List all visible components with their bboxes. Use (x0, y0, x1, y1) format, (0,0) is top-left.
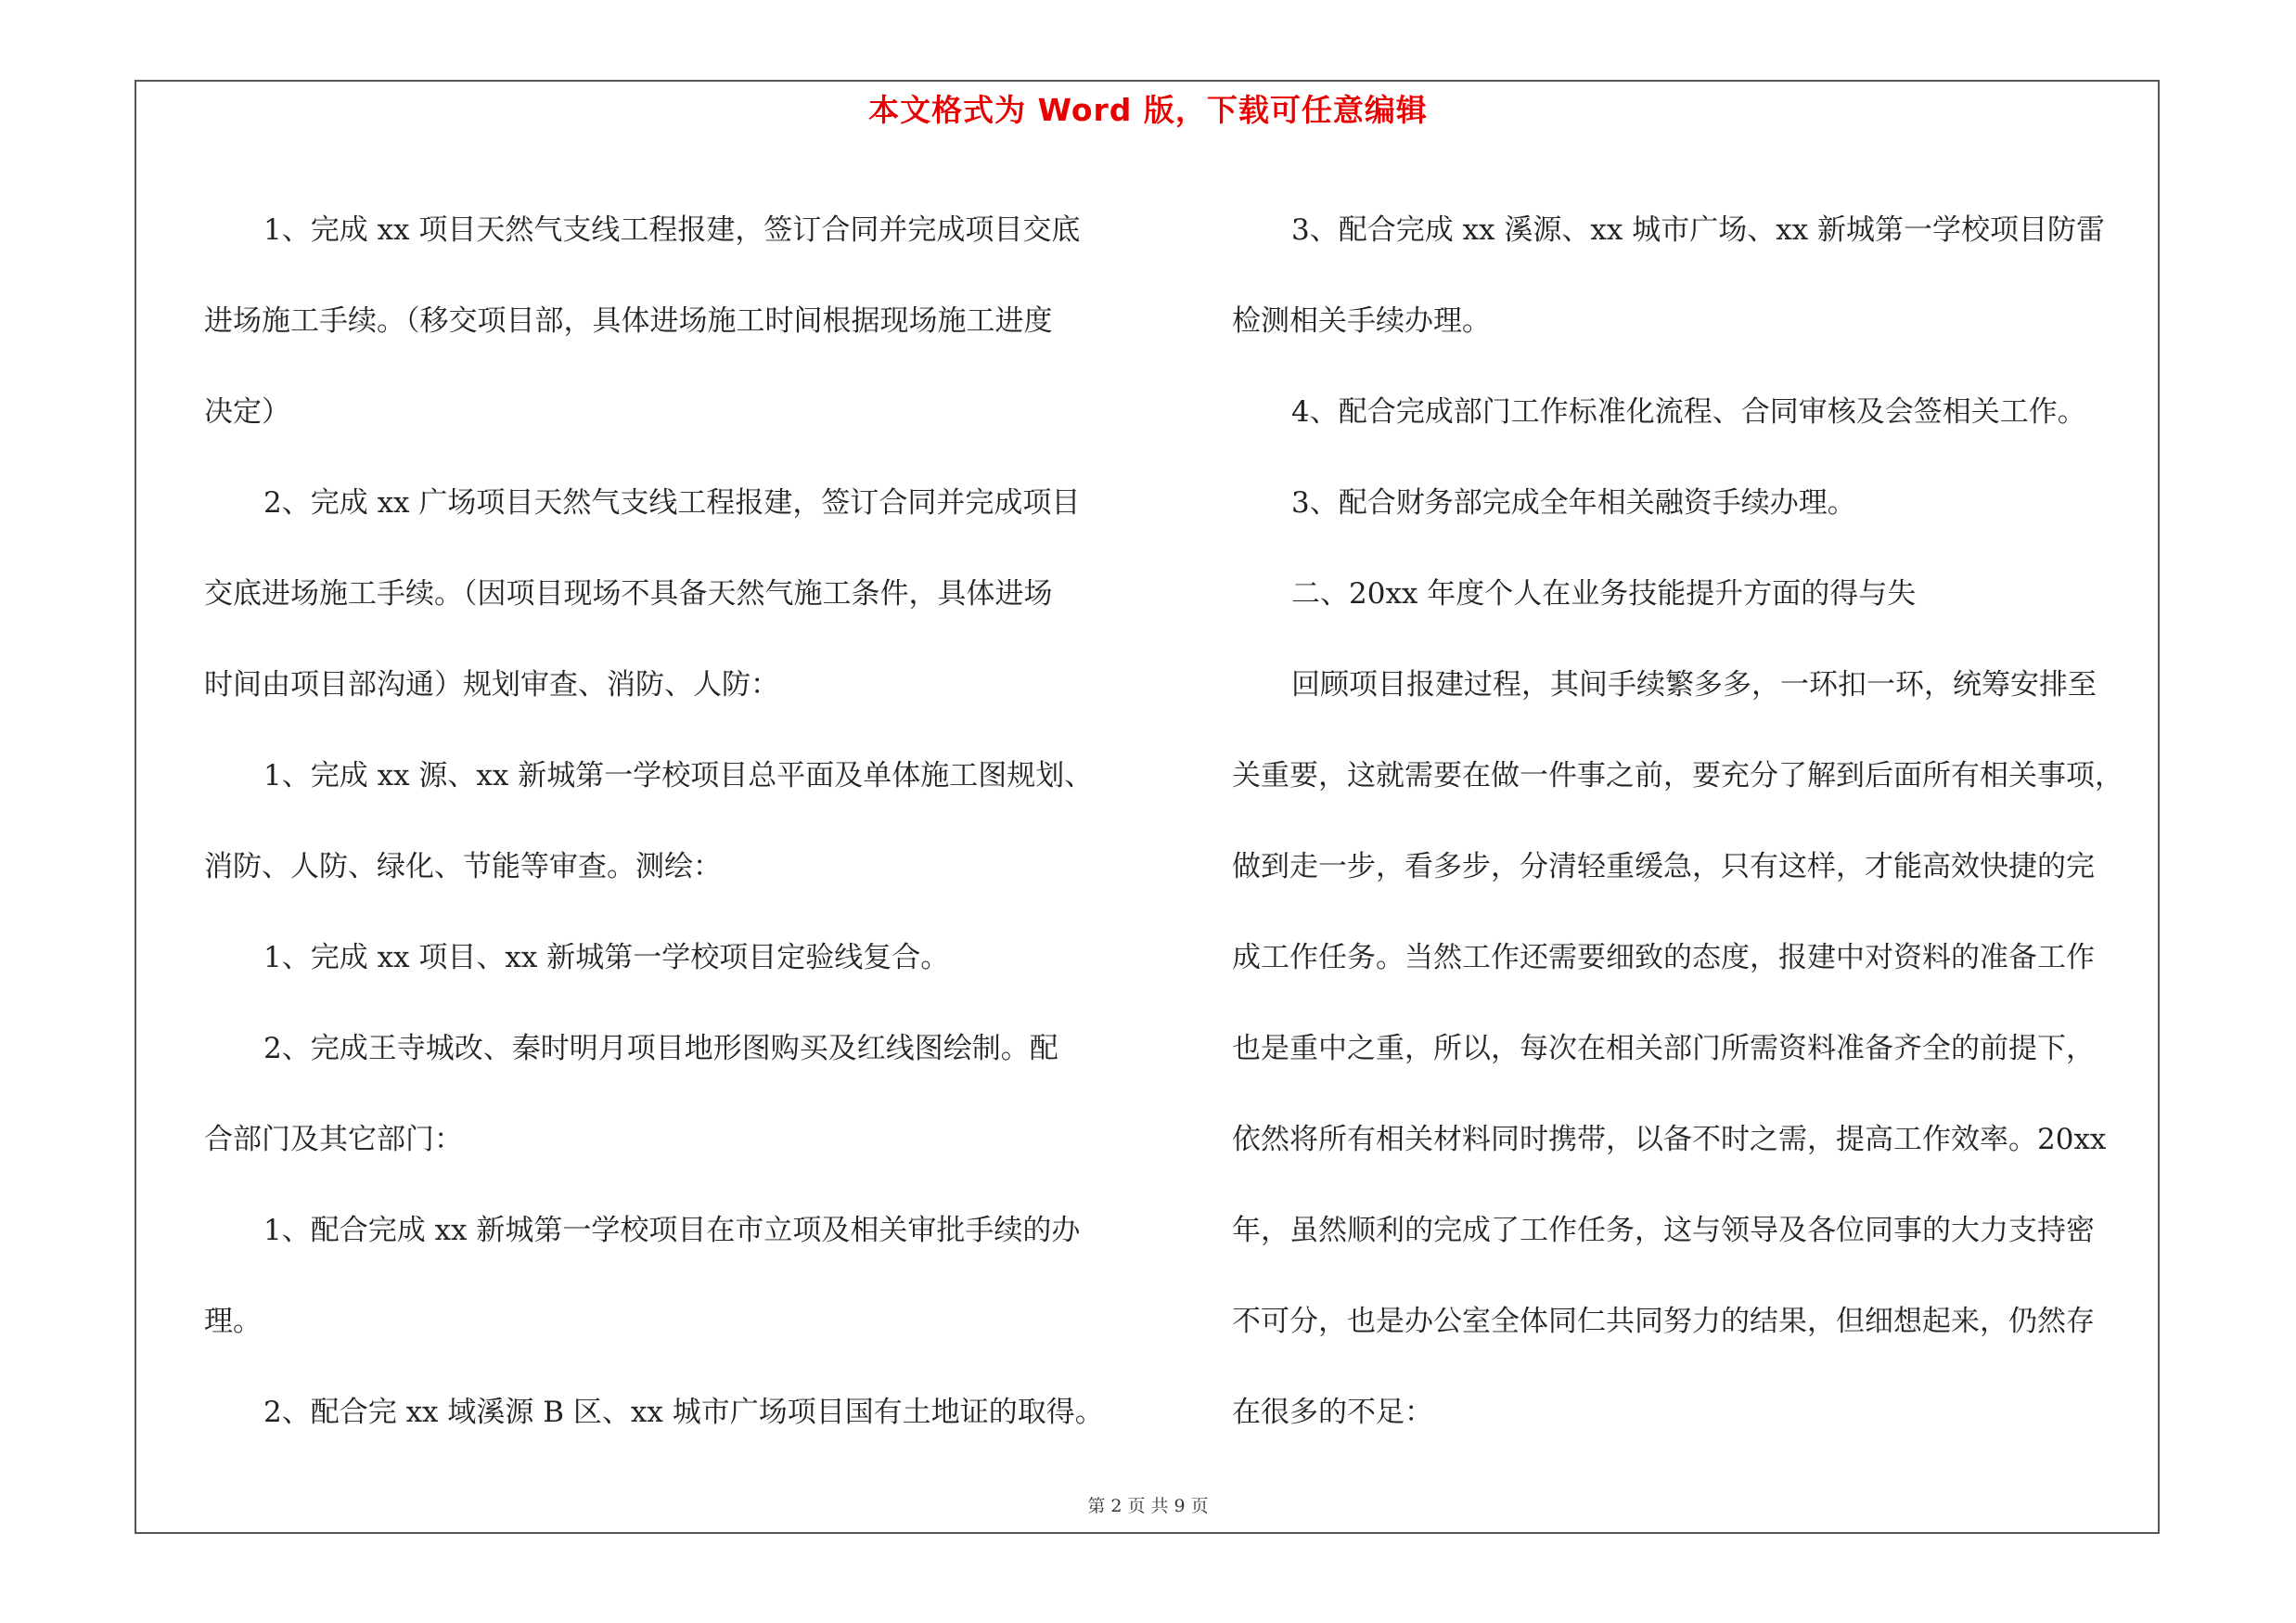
left-column (204, 185, 1150, 1458)
text-line: 依然将所有相关材料同时携带，以备不时之需，提高工作效率。20xx (1232, 1123, 2107, 1156)
text-line: 成工作任务。当然工作还需要细致的态度，报建中对资料的准备工作 (1232, 941, 2095, 974)
text-line: 消防、人防、绿化、节能等审查。测绘： (204, 850, 722, 883)
right-column (1232, 185, 2171, 1458)
text-line: 在很多的不足： (1232, 1396, 1433, 1429)
text-line: 1、完成 xx 源、xx 新城第一学校项目总平面及单体施工图规划、 (263, 759, 1094, 792)
text-line: 1、配合完成 xx 新城第一学校项目在市立项及相关审批手续的办 (263, 1214, 1081, 1247)
text-line: 关重要，这就需要在做一件事之前，要充分了解到后面所有相关事项， (1232, 759, 2123, 792)
text-line: 2、完成王寺城改、秦时明月项目地形图购买及红线图绘制。配 (263, 1032, 1058, 1065)
text-line: 决定） (204, 395, 290, 429)
text-line: 3、配合财务部完成全年相关融资手续办理。 (1291, 486, 1856, 520)
text-line: 3、配合完成 xx 溪源、xx 城市广场、xx 新城第一学校项目防雷 (1291, 213, 2106, 247)
text-line: 也是重中之重，所以，每次在相关部门所需资料准备齐全的前提下， (1232, 1032, 2095, 1065)
text-line: 检测相关手续办理。 (1232, 304, 1491, 338)
text-line: 理。 (204, 1305, 262, 1338)
text-line: 进场施工手续。（移交项目部，具体进场施工时间根据现场施工进度 (204, 304, 1053, 338)
text-line: 年，虽然顺利的完成了工作任务，这与领导及各位同事的大力支持密 (1232, 1214, 2095, 1247)
text-line: 交底进场施工手续。（因项目现场不具备天然气施工条件，具体进场 (204, 577, 1053, 611)
text-line: 2、完成 xx 广场项目天然气支线工程报建，签订合同并完成项目 (263, 486, 1081, 520)
text-line: 1、完成 xx 项目、xx 新城第一学校项目定验线复合。 (263, 941, 950, 974)
page-number: 第 2 页 共 9 页 (1087, 1496, 1209, 1516)
document-banner: 本文格式为 Word 版，下载可任意编辑 (868, 92, 1428, 128)
text-line: 1、完成 xx 项目天然气支线工程报建，签订合同并完成项目交底 (263, 213, 1081, 247)
text-line: 不可分，也是办公室全体同仁共同努力的结果，但细想起来，仍然存 (1232, 1305, 2095, 1338)
text-line: 合部门及其它部门： (204, 1123, 463, 1156)
text-line: 时间由项目部沟通）规划审查、消防、人防： (204, 668, 779, 702)
text-line: 做到走一步，看多步，分清轻重缓急，只有这样，才能高效快捷的完 (1232, 850, 2095, 883)
text-line: 回顾项目报建过程，其间手续繁多多，一环扣一环，统筹安排至 (1291, 668, 2097, 702)
text-line: 4、配合完成部门工作标准化流程、合同审核及会签相关工作。 (1291, 395, 2086, 429)
text-line: 2、配合完 xx 域溪源 B 区、xx 城市广场项目国有土地证的取得。 (263, 1396, 1104, 1429)
section-heading: 二、20xx 年度个人在业务技能提升方面的得与失 (1291, 577, 1917, 611)
